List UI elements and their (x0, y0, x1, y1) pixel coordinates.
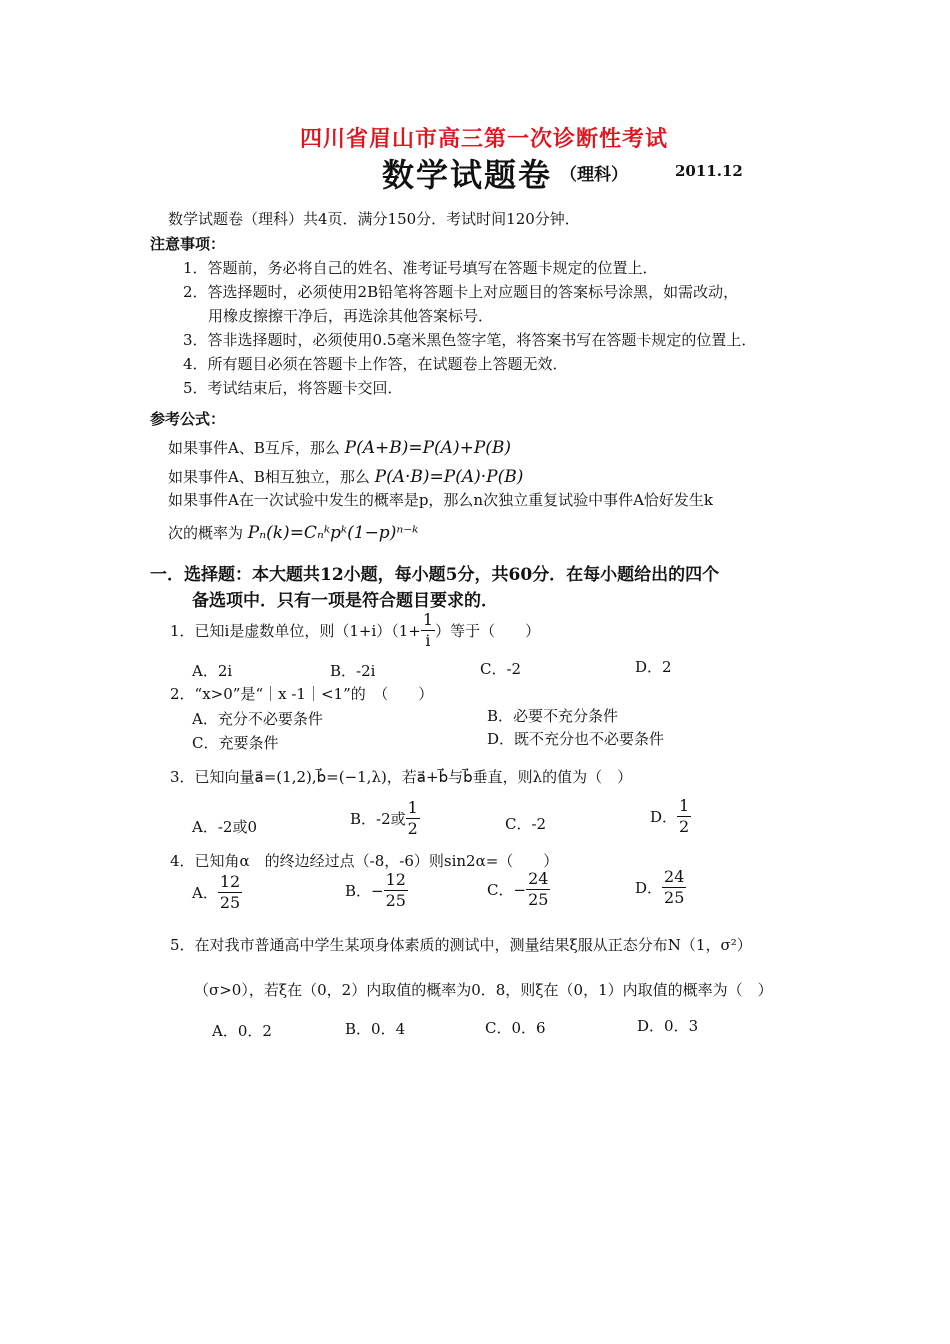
exam-date: 2011.12 (675, 162, 743, 180)
q3-option-a: A．-2或0 (192, 818, 257, 836)
formula-1-math: P(A+B)=P(A)+P(B) (344, 438, 512, 458)
formula-4-text: 次的概率为 (168, 524, 244, 542)
q3-option-d-fraction (677, 798, 691, 835)
q3-option-b-label: B．-2或 (350, 810, 406, 828)
notice-item: 2．答选择题时，必须使用2B铅笔将答题卡上对应题目的答案标号涂黑，如需改动， (183, 283, 739, 301)
q3-option-b-fraction (406, 800, 420, 837)
q1-fraction (421, 612, 435, 649)
q4-b-sign: − (371, 881, 384, 900)
q1-stem-b: ）等于（ ） (435, 622, 541, 640)
subject-label: （理科） (560, 165, 628, 185)
formula-2-text: 如果事件A、B相互独立，那么 (168, 468, 370, 486)
question-1-stem (170, 612, 540, 649)
question-4-stem: 4．已知角α 的终边经过点（-8，-6）则sin2α=（ ） (170, 852, 559, 870)
formula-2 (168, 466, 523, 487)
q1-option-d: D．2 (635, 658, 672, 676)
formula-1-text: 如果事件A、B互斥，那么 (168, 439, 340, 457)
q4-option-a (192, 874, 242, 911)
notice-item: 用橡皮擦擦干净后，再选涂其他答案标号． (208, 307, 494, 325)
q4-c-label: C． (487, 881, 514, 899)
q5-option-c: C．0．6 (485, 1019, 546, 1037)
q4-b-fraction (384, 872, 408, 909)
formula-heading: 参考公式： (150, 410, 226, 428)
section-heading: 一．选择题：本大题共12小题，每小题5分，共60分．在每小题给出的四个 (150, 565, 720, 585)
q4-d-label: D． (635, 879, 663, 897)
notice-item: 5．考试结束后，将答题卡交回． (183, 379, 403, 397)
question-3-stem: 3．已知向量a⃗=(1,2),b⃗=(−1,λ)，若a⃗+b⃗与b⃗垂直，则λ的值为（ ） (170, 768, 633, 786)
q4-d-den: 25 (664, 888, 685, 907)
intro-text: 数学试题卷（理科）共4页．满分150分．考试时间120分钟． (168, 210, 580, 228)
q5-option-d: D．0．3 (637, 1017, 699, 1035)
q4-option-c (487, 871, 550, 908)
notice-item: 4．所有题目必须在答题卡上作答，在试题卷上答题无效． (183, 355, 568, 373)
q3-b-num: 1 (407, 798, 418, 817)
q1-option-b: B．-2i (330, 662, 376, 680)
q5-option-a: A．0．2 (212, 1022, 272, 1040)
q1-option-a: A．2i (192, 662, 233, 680)
q4-c-num: 24 (528, 869, 549, 888)
q4-d-fraction (662, 869, 686, 906)
q4-c-den: 25 (528, 890, 549, 909)
q3-b-den: 2 (407, 819, 418, 838)
q3-d-num: 1 (679, 796, 690, 815)
q3-option-b (350, 800, 420, 837)
section-heading-cont: 备选项中．只有一项是符合题目要求的． (192, 591, 498, 611)
red-title: 四川省眉山市高三第一次诊断性考试 (300, 126, 669, 152)
q4-a-label: A． (192, 884, 218, 902)
q2-option-a: A．充分不必要条件 (192, 710, 323, 728)
q4-a-fraction (218, 874, 242, 911)
q3-option-c: C．-2 (505, 815, 547, 833)
q4-b-label: B． (345, 882, 372, 900)
q2-option-b: B．必要不充分条件 (487, 707, 619, 725)
q4-d-num: 24 (664, 867, 685, 886)
q3-option-d (650, 798, 691, 835)
formula-3-text: 如果事件A在一次试验中发生的概率是p，那么n次独立重复试验中事件A恰好发生k (168, 491, 714, 509)
q4-c-sign: − (513, 880, 527, 899)
main-title: 数学试题卷 (382, 156, 553, 194)
q3-d-den: 2 (679, 817, 690, 836)
q4-option-d (635, 869, 686, 906)
q3-option-d-label: D． (650, 808, 678, 826)
formula-4 (168, 522, 418, 543)
notice-item: 1．答题前，务必将自己的姓名、准考证号填写在答题卡规定的位置上． (183, 259, 658, 277)
formula-4-math: Pₙ(k)=Cₙᵏpᵏ(1−p)ⁿ⁻ᵏ (247, 523, 419, 543)
q1-stem-a: 1．已知i是虚数单位，则（1+i）（1+ (170, 622, 421, 640)
q4-c-fraction (526, 871, 550, 908)
question-2-stem: 2．“x>0”是“｜x -1｜<1”的 （ ） (170, 685, 434, 703)
q1-frac-num: 1 (422, 610, 434, 629)
q2-option-c: C．充要条件 (192, 734, 279, 752)
formula-1 (168, 437, 511, 458)
formula-2-math: P(A·B)=P(A)·P(B) (374, 467, 524, 487)
q4-b-den: 25 (385, 891, 406, 910)
q4-a-num: 12 (219, 872, 241, 891)
q5-option-b: B．0．4 (345, 1020, 406, 1038)
q1-option-c: C．-2 (480, 660, 522, 678)
notice-heading: 注意事项： (150, 235, 226, 253)
q1-frac-den: i (425, 631, 431, 650)
q4-a-den: 25 (219, 893, 241, 912)
notice-item: 3．答非选择题时，必须使用0.5毫米黑色签字笔，将答案书写在答题卡规定的位置上． (183, 331, 757, 349)
q2-option-d: D．既不充分也不必要条件 (487, 730, 665, 748)
q4-b-num: 12 (385, 870, 406, 889)
question-5-stem-line2: （σ>0），若ξ在（0，2）内取值的概率为0．8，则ξ在（0，1）内取值的概率为（ ） (194, 981, 773, 999)
question-5-stem-line1: 5．在对我市普通高中学生某项身体素质的测试中，测量结果ξ服从正态分布N（1，σ²） (170, 936, 752, 954)
q4-option-b (345, 872, 408, 909)
